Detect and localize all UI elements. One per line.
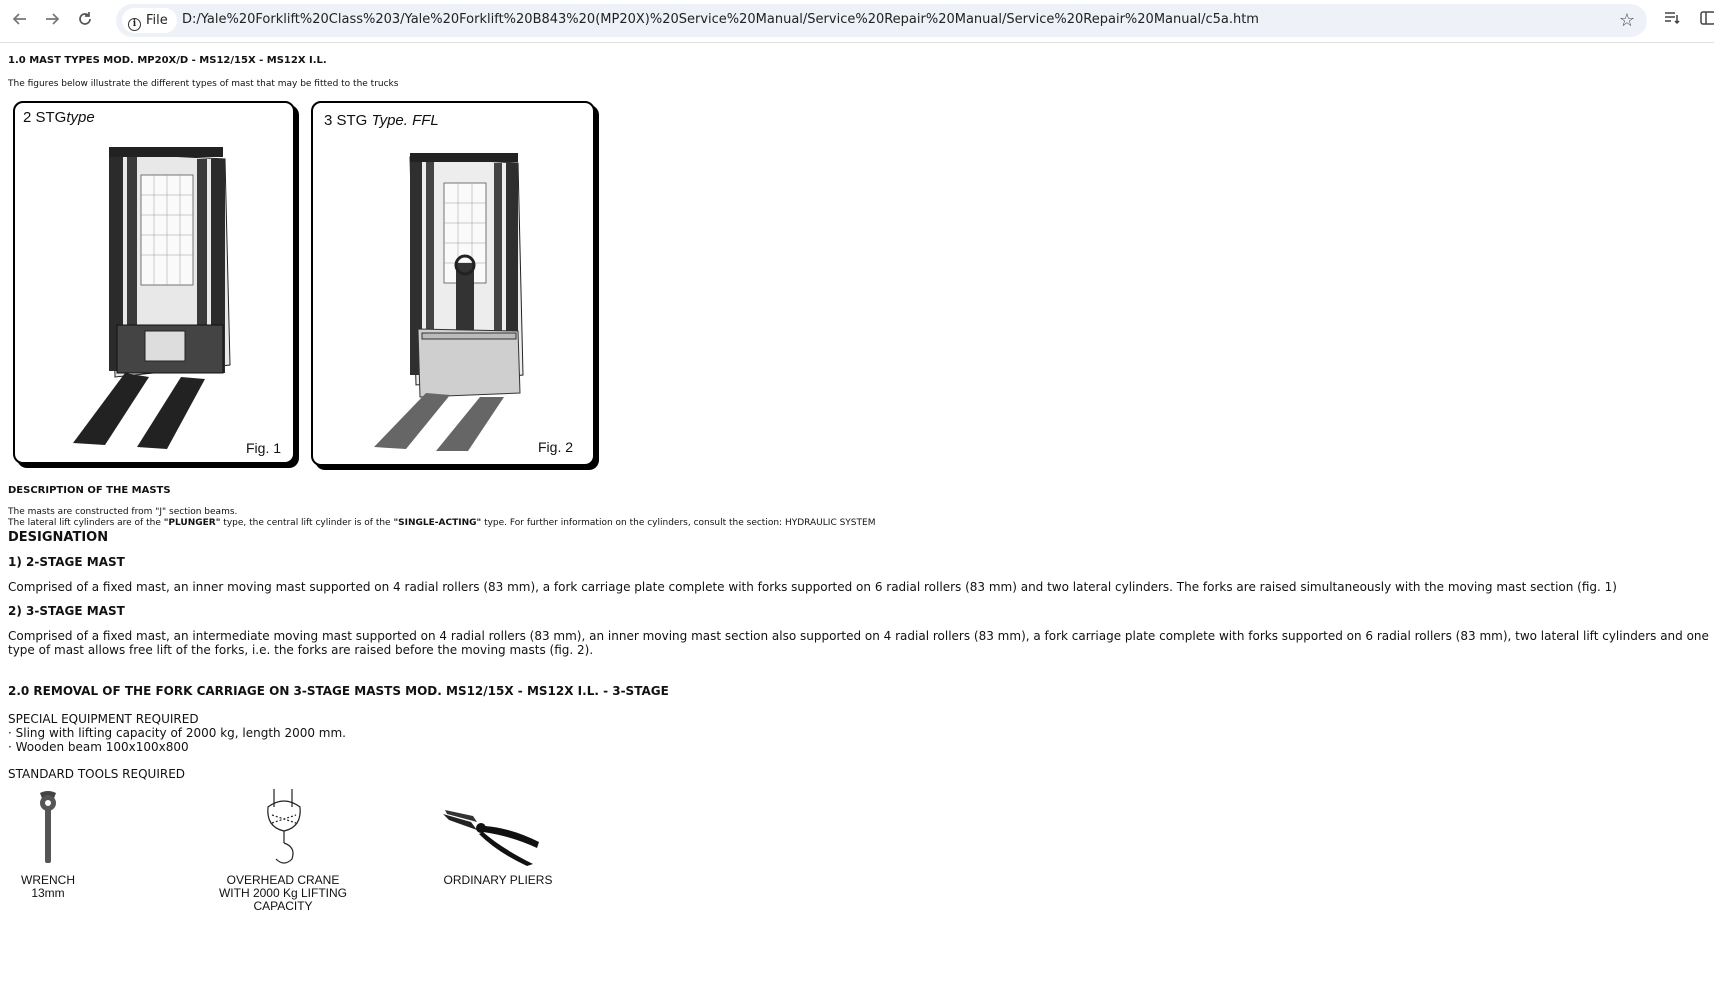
tool-caption-pliers: ORDINARY PLIERS [443, 873, 553, 887]
stage2-title: 1) 2-STAGE MAST [8, 555, 125, 569]
reading-list-icon[interactable] [1664, 10, 1680, 30]
reload-icon [77, 11, 93, 27]
stage3-text-1: Comprised of a fixed mast, an intermediate moving mast supported on 4 radial rollers (83 mm), an inner moving mast section also supported on 4 radial rollers (83 mm), a fork carriage plate complete with forks supported on 6 radial rollers (83 mm), two lateral lift cylinders and one [8, 629, 1709, 643]
special-equipment-title: SPECIAL EQUIPMENT REQUIRED [8, 712, 199, 726]
three-stage-mast-illustration [368, 153, 548, 453]
figure-1 [13, 101, 295, 464]
address-bar[interactable] [116, 4, 1647, 37]
special-equipment-item-1: · Sling with lifting capacity of 2000 kg, length 2000 mm. [8, 726, 346, 740]
side-panel-icon[interactable] [1700, 10, 1714, 30]
reload-button[interactable] [75, 11, 95, 31]
stage3-text-2: type of mast allows free lift of the forks, i.e. the forks are raised before the moving masts (fig. 2). [8, 643, 594, 657]
figure-2-label: 3 STG Type. FFL [324, 112, 439, 129]
bookmark-star-icon[interactable]: ☆ [1618, 10, 1635, 31]
stage2-text: Comprised of a fixed mast, an inner moving mast supported on 4 radial rollers (83 mm), a fork carriage plate complete with forks supported on 6 radial rollers (83 mm) and two lateral cylinders. The forks are raised simultaneously with the moving mast section (fig. 1) [8, 580, 1617, 594]
arrow-right-icon [44, 11, 60, 27]
pliers-icon [441, 808, 545, 868]
description-line-1: The masts are constructed from "J" section beams. [8, 507, 238, 517]
forward-button[interactable] [42, 11, 62, 31]
description-title: DESCRIPTION OF THE MASTS [8, 485, 171, 496]
intro-text: The figures below illustrate the different types of mast that may be fitted to the trucks [8, 79, 399, 89]
browser-toolbar [0, 0, 1714, 43]
file-label: File [146, 13, 168, 28]
url-text[interactable]: D:/Yale%20Forklift%20Class%203/Yale%20Forklift%20B843%20(MP20X)%20Service%20Manual/Service%20Repair%20Manual/Service%20Repair%20Manual/c5a.htm [182, 12, 1259, 27]
section2-title: 2.0 REMOVAL OF THE FORK CARRIAGE ON 3-STAGE MASTS MOD. MS12/15X - MS12X I.L. - 3-STAGE [8, 684, 669, 698]
tool-caption-wrench: WRENCH 13mm [21, 873, 75, 900]
figure-1-label: 2 STGtype [23, 109, 95, 126]
overhead-crane-hook-icon [262, 787, 306, 869]
description-line-2: The lateral lift cylinders are of the "PLUNGER" type, the central lift cylinder is of the "SINGLE-ACTING" type. For further information on the cylinders, consult the section: HYDRAULIC SYSTEM [8, 518, 876, 528]
wrench-icon [36, 791, 60, 867]
figure-1-caption: Fig. 1 [246, 440, 282, 456]
section1-title: 1.0 MAST TYPES MOD. MP20X/D - MS12/15X - MS12X I.L. [8, 55, 327, 66]
two-stage-mast-illustration [65, 145, 245, 450]
arrow-left-icon [12, 11, 28, 27]
stage3-title: 2) 3-STAGE MAST [8, 604, 125, 618]
figure-2-caption: Fig. 2 [538, 439, 574, 455]
info-icon: i [128, 18, 141, 31]
standard-tools-title: STANDARD TOOLS REQUIRED [8, 767, 186, 781]
designation-title: DESIGNATION [8, 530, 109, 545]
figure-2 [311, 101, 595, 466]
tool-caption-crane: OVERHEAD CRANE WITH 2000 Kg LIFTING CAPACITY [218, 873, 348, 913]
site-info-chip[interactable] [122, 8, 177, 33]
special-equipment-item-2: · Wooden beam 100x100x800 [8, 740, 189, 754]
back-button[interactable] [10, 11, 30, 31]
